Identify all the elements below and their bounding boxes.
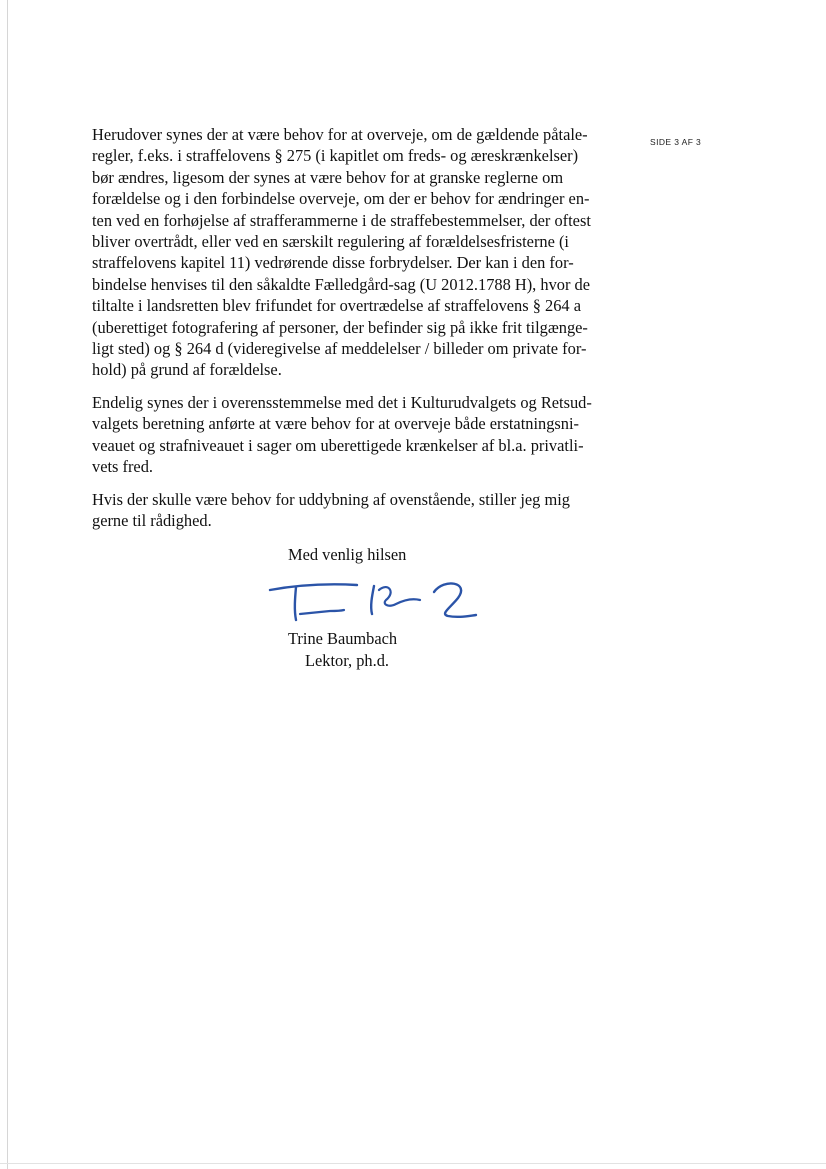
paragraph-3 [92,489,614,532]
text-line: valgets beretning anførte at være behov for at overveje både erstatningsni- [92,414,579,434]
text-line: vets fred. [92,457,153,477]
text-line: bliver overtrådt, eller ved en særskilt regulering af forældelsesfristerne (i [92,232,569,252]
paragraph-1 [92,124,614,381]
signer-name: Trine Baumbach [288,629,398,648]
text-line: Hvis der skulle være behov for uddybning af ovenstående, stiller jeg mig [92,489,570,509]
text-line: Herudover synes der at være behov for at overveje, om de gældende påtale- [92,125,588,144]
text-line: straffelovens kapitel 11) vedrørende disse forbrydelser. Der kan i den for- [92,253,574,273]
text-line: gerne til rådighed. [92,510,212,530]
text-line: Endelig synes der i overensstemmelse med det i Kulturudvalgets og Retsud- [92,392,592,412]
text-line: hold) på grund af forældelse. [92,360,282,380]
letter-body [92,124,614,542]
text-line: ligt sted) og § 264 d (videregivelse af meddelelser / billeder om private for- [92,339,587,359]
text-line: bindelse henvises til den såkaldte Fælledgård-sag (U 2012.1788 H), hvor de [92,274,590,294]
closing-salutation: Med venlig hilsen [288,545,407,564]
page-bottom-edge [0,1163,826,1164]
text-line: (uberettiget fotografering af personer, der befinder sig på ikke frit tilgænge- [92,317,588,337]
text-line: tiltalte i landsretten blev frifundet for overtrædelse af straffelovens § 264 a [92,296,581,316]
handwritten-signature-icon [262,570,482,632]
text-line: bør ændres, ligesom der synes at være behov for at granske reglerne om [92,167,564,187]
page-number: SIDE 3 AF 3 [650,137,702,147]
text-line: veauet og strafniveauet i sager om uberettigede krænkelser af bl.a. privatli- [92,435,584,455]
signer-title: Lektor, ph.d. [305,651,390,670]
paragraph-2 [92,392,614,478]
text-line: regler, f.eks. i straffelovens § 275 (i kapitlet om freds- og æreskrænkelser) [92,146,579,166]
page-left-edge [7,0,8,1169]
text-line: ten ved en forhøjelse af strafferammerne i de straffebestemmelser, der oftest [92,210,591,230]
text-line: forældelse og i den forbindelse overveje, om der er behov for ændringer en- [92,189,590,209]
